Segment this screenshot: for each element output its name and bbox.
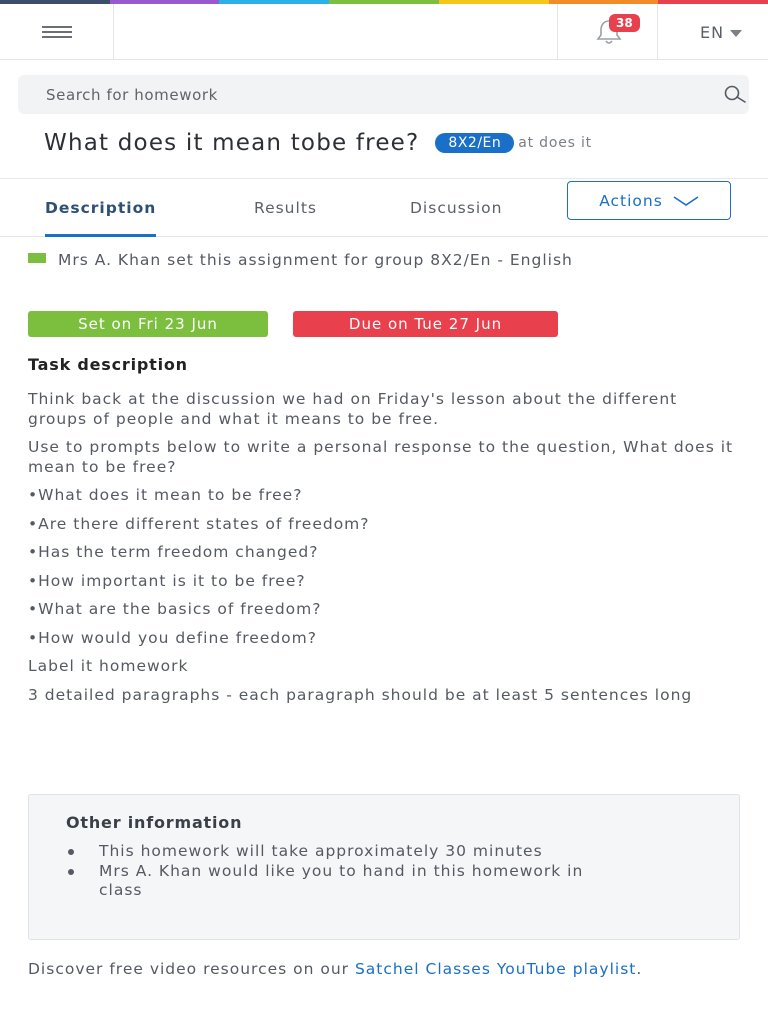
actions-label: Actions xyxy=(599,191,663,210)
due-date-badge: Due on Tue 27 Jun xyxy=(293,311,558,337)
setter-text: Mrs A. Khan set this assignment for group 8X2/En - English xyxy=(58,251,573,269)
other-information-panel xyxy=(28,794,740,940)
assignment-details xyxy=(28,250,740,270)
other-information-heading: Other information xyxy=(66,813,243,832)
page-title: What does it mean tobe free? xyxy=(44,130,420,156)
list-item: Mrs A. Khan would like you to hand in this homework in class xyxy=(66,862,626,901)
tab-description[interactable]: Description xyxy=(45,179,156,237)
hamburger-icon xyxy=(42,26,72,38)
task-paragraph: Think back at the discussion we had on Friday's lesson about the different groups of people and what it means to be free. xyxy=(28,390,678,428)
chevron-down-icon xyxy=(673,195,699,207)
search-icon[interactable] xyxy=(721,84,749,106)
notifications-button[interactable] xyxy=(557,4,658,60)
task-prompt: •What does it mean to be free? xyxy=(28,486,303,504)
task-prompt: •How would you define freedom? xyxy=(28,628,317,647)
setter-info xyxy=(28,250,740,270)
task-paragraph: Use to prompts below to write a personal response to the question, What does it mean to be free? xyxy=(28,438,734,476)
video-resources-note xyxy=(28,959,740,979)
task-prompt: •Are there different states of freedom? xyxy=(28,514,370,533)
task-heading: Task description xyxy=(28,355,188,374)
footer-prefix: Discover free video resources on our xyxy=(28,960,355,978)
caret-down-icon xyxy=(730,30,742,37)
tab-bar xyxy=(0,178,768,237)
search-input[interactable] xyxy=(18,75,698,114)
notification-count-badge: 38 xyxy=(609,14,640,32)
title-overflow-text: at does it xyxy=(518,135,592,151)
set-date-badge: Set on Fri 23 Jun xyxy=(28,311,268,337)
footer-suffix: . xyxy=(636,960,643,978)
top-bar xyxy=(0,4,768,60)
task-prompt: •Has the term freedom changed? xyxy=(28,543,319,561)
task-prompt: •How important is it to be free? xyxy=(28,571,306,590)
youtube-playlist-link[interactable]: Satchel Classes YouTube playlist xyxy=(354,960,637,978)
task-paragraph: Label it homework xyxy=(28,657,189,675)
language-label: EN xyxy=(700,22,725,42)
task-description xyxy=(28,390,740,714)
actions-button[interactable] xyxy=(567,181,731,220)
language-selector[interactable] xyxy=(700,4,742,60)
task-prompt: •What are the basics of freedom? xyxy=(28,600,322,618)
list-item: This homework will take approximately 30 minutes xyxy=(66,842,626,862)
task-paragraph: 3 detailed paragraphs - each paragraph should be at least 5 sentences long xyxy=(28,685,693,704)
other-information-list xyxy=(66,842,626,901)
group-color-square xyxy=(28,253,46,263)
tab-results[interactable]: Results xyxy=(254,199,317,217)
search-bar xyxy=(18,75,749,114)
group-badge: 8X2/En xyxy=(435,133,514,153)
menu-button[interactable] xyxy=(0,4,114,60)
tab-discussion[interactable]: Discussion xyxy=(410,199,503,217)
title-row xyxy=(44,130,768,166)
